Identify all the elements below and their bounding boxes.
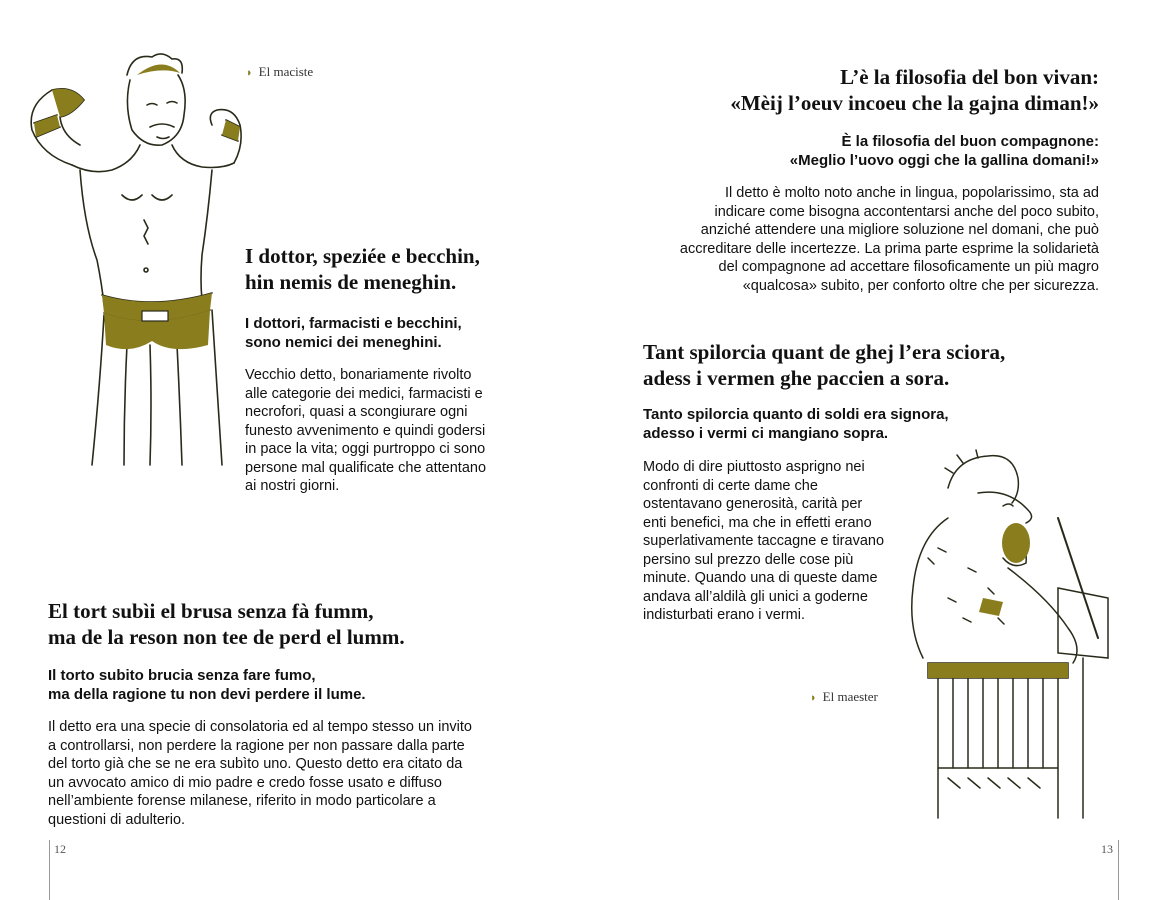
- translation-line: ma della ragione tu non devi perdere il lume.: [48, 686, 366, 703]
- text-line: «qualcosa» subito, per conforto oltre che per sicurezza.: [742, 277, 1099, 294]
- proverb-line: adess i vermen ghe paccien a sora.: [643, 366, 950, 390]
- text-line: accreditare delle incertezze. La prima parte esprime la solidarietà: [679, 240, 1099, 257]
- caption-marker-icon: ◗: [246, 67, 253, 79]
- caption-marker-icon: ◗: [810, 692, 817, 704]
- text-line: ai nostri giorni.: [245, 478, 340, 494]
- proverb-line: I dottor, speziée e becchin,: [245, 244, 480, 268]
- text-line: nell’ambiente forense milanese, riferito in modo particolare a: [48, 793, 436, 809]
- proverb-line: ma de la reson non tee de perd el lumm.: [48, 625, 405, 649]
- translation-line: adesso i vermi ci mangiano sopra.: [643, 425, 889, 442]
- page-rule-left: [49, 840, 50, 900]
- right-page: [583, 0, 1166, 900]
- text-line: questioni di adulterio.: [48, 811, 186, 828]
- text-line: enti benefici, ma che in effetti erano: [643, 514, 872, 531]
- caption-text: El maester: [822, 689, 878, 704]
- text-filosofia: [599, 184, 1099, 295]
- text-line: minute. Quando una di queste dame: [643, 570, 878, 586]
- conductor-illustration: [908, 448, 1148, 828]
- text-torto: [48, 718, 528, 829]
- proverb-line: Tant spilorcia quant de ghej l’era sciora,: [643, 340, 1006, 364]
- proverb-dottor: [245, 243, 480, 295]
- text-spilorcia: [643, 458, 923, 625]
- text-line: Modo di dire piuttosto asprigno nei: [643, 459, 865, 475]
- text-line: persone mal qualificate che attentano: [245, 459, 487, 476]
- translation-line: sono nemici dei meneghini.: [245, 334, 442, 351]
- caption-text: El maciste: [258, 64, 314, 79]
- proverb-line: hin nemis de meneghin.: [245, 270, 457, 294]
- page-rule-right: [1118, 840, 1119, 900]
- text-line: del compagnone ad accettare filosoficamente un più magro: [718, 259, 1099, 275]
- proverb-spilorcia: [643, 339, 1005, 391]
- proverb-line: «Mèij l’oeuv incoeu che la gajna diman!»: [730, 91, 1099, 115]
- text-line: persino sul prezzo delle cose più: [643, 551, 854, 568]
- text-dottori: [245, 366, 545, 496]
- text-line: superlativamente taccagne e tiravano: [643, 533, 885, 549]
- proverb-line: El tort subìi el brusa senza fà fumm,: [48, 599, 374, 623]
- text-line: andava all’aldilà gli unici a goderne: [643, 588, 868, 605]
- proverb-tort: [48, 598, 405, 650]
- text-line: Il detto era una specie di consolatoria ed al tempo stesso un invito: [48, 719, 472, 735]
- text-line: in pace la vita; oggi purtroppo ci sono: [245, 441, 486, 457]
- text-line: confronti di certe dame che: [643, 477, 818, 494]
- proverb-line: L’è la filosofia del bon vivan:: [840, 65, 1099, 89]
- caption-el-maciste: [246, 64, 313, 80]
- text-line: funesto avvenimento e quindi godersi: [245, 422, 486, 439]
- text-line: del torto già che se ne era subìto uno. Questo detto era citato da: [48, 756, 463, 772]
- translation-torto: [48, 666, 366, 704]
- translation-line: «Meglio l’uovo oggi che la gallina domani!»: [789, 152, 1099, 169]
- translation-dottori: [245, 314, 462, 352]
- proverb-filosofia: [619, 64, 1099, 116]
- text-line: un avvocato amico di mio padre e credo fosse usato e diffuso: [48, 774, 442, 791]
- caption-el-maester: [810, 689, 878, 705]
- text-line: ostentavano generosità, carità per: [643, 496, 863, 512]
- text-line: a controllarsi, non perdere la ragione per non passare dalla parte: [48, 737, 465, 754]
- translation-line: È la filosofia del buon compagnone:: [841, 133, 1099, 150]
- translation-spilorcia: [643, 405, 949, 443]
- page-number-12: 12: [54, 842, 66, 856]
- text-line: anziché attendere una migliore soluzione nel domani, che può: [700, 222, 1099, 238]
- text-line: necrofori, quasi a scongiurare ogni: [245, 404, 468, 420]
- text-line: Il detto è molto noto anche in lingua, popolarissimo, sta ad: [724, 185, 1099, 201]
- strongman-illustration: [12, 45, 242, 500]
- translation-line: I dottori, farmacisti e becchini,: [245, 315, 462, 332]
- page-number-13: 13: [1101, 842, 1113, 856]
- text-line: indicare come bisogna accontentarsi anche del poco subito,: [714, 203, 1099, 220]
- translation-filosofia: [619, 132, 1099, 170]
- text-line: Vecchio detto, bonariamente rivolto: [245, 367, 472, 383]
- translation-line: Tanto spilorcia quanto di soldi era signora,: [643, 406, 949, 423]
- text-line: indisturbati erano i vermi.: [643, 607, 805, 623]
- translation-line: Il torto subito brucia senza fare fumo,: [48, 667, 316, 684]
- text-line: alle categorie dei medici, farmacisti e: [245, 385, 483, 402]
